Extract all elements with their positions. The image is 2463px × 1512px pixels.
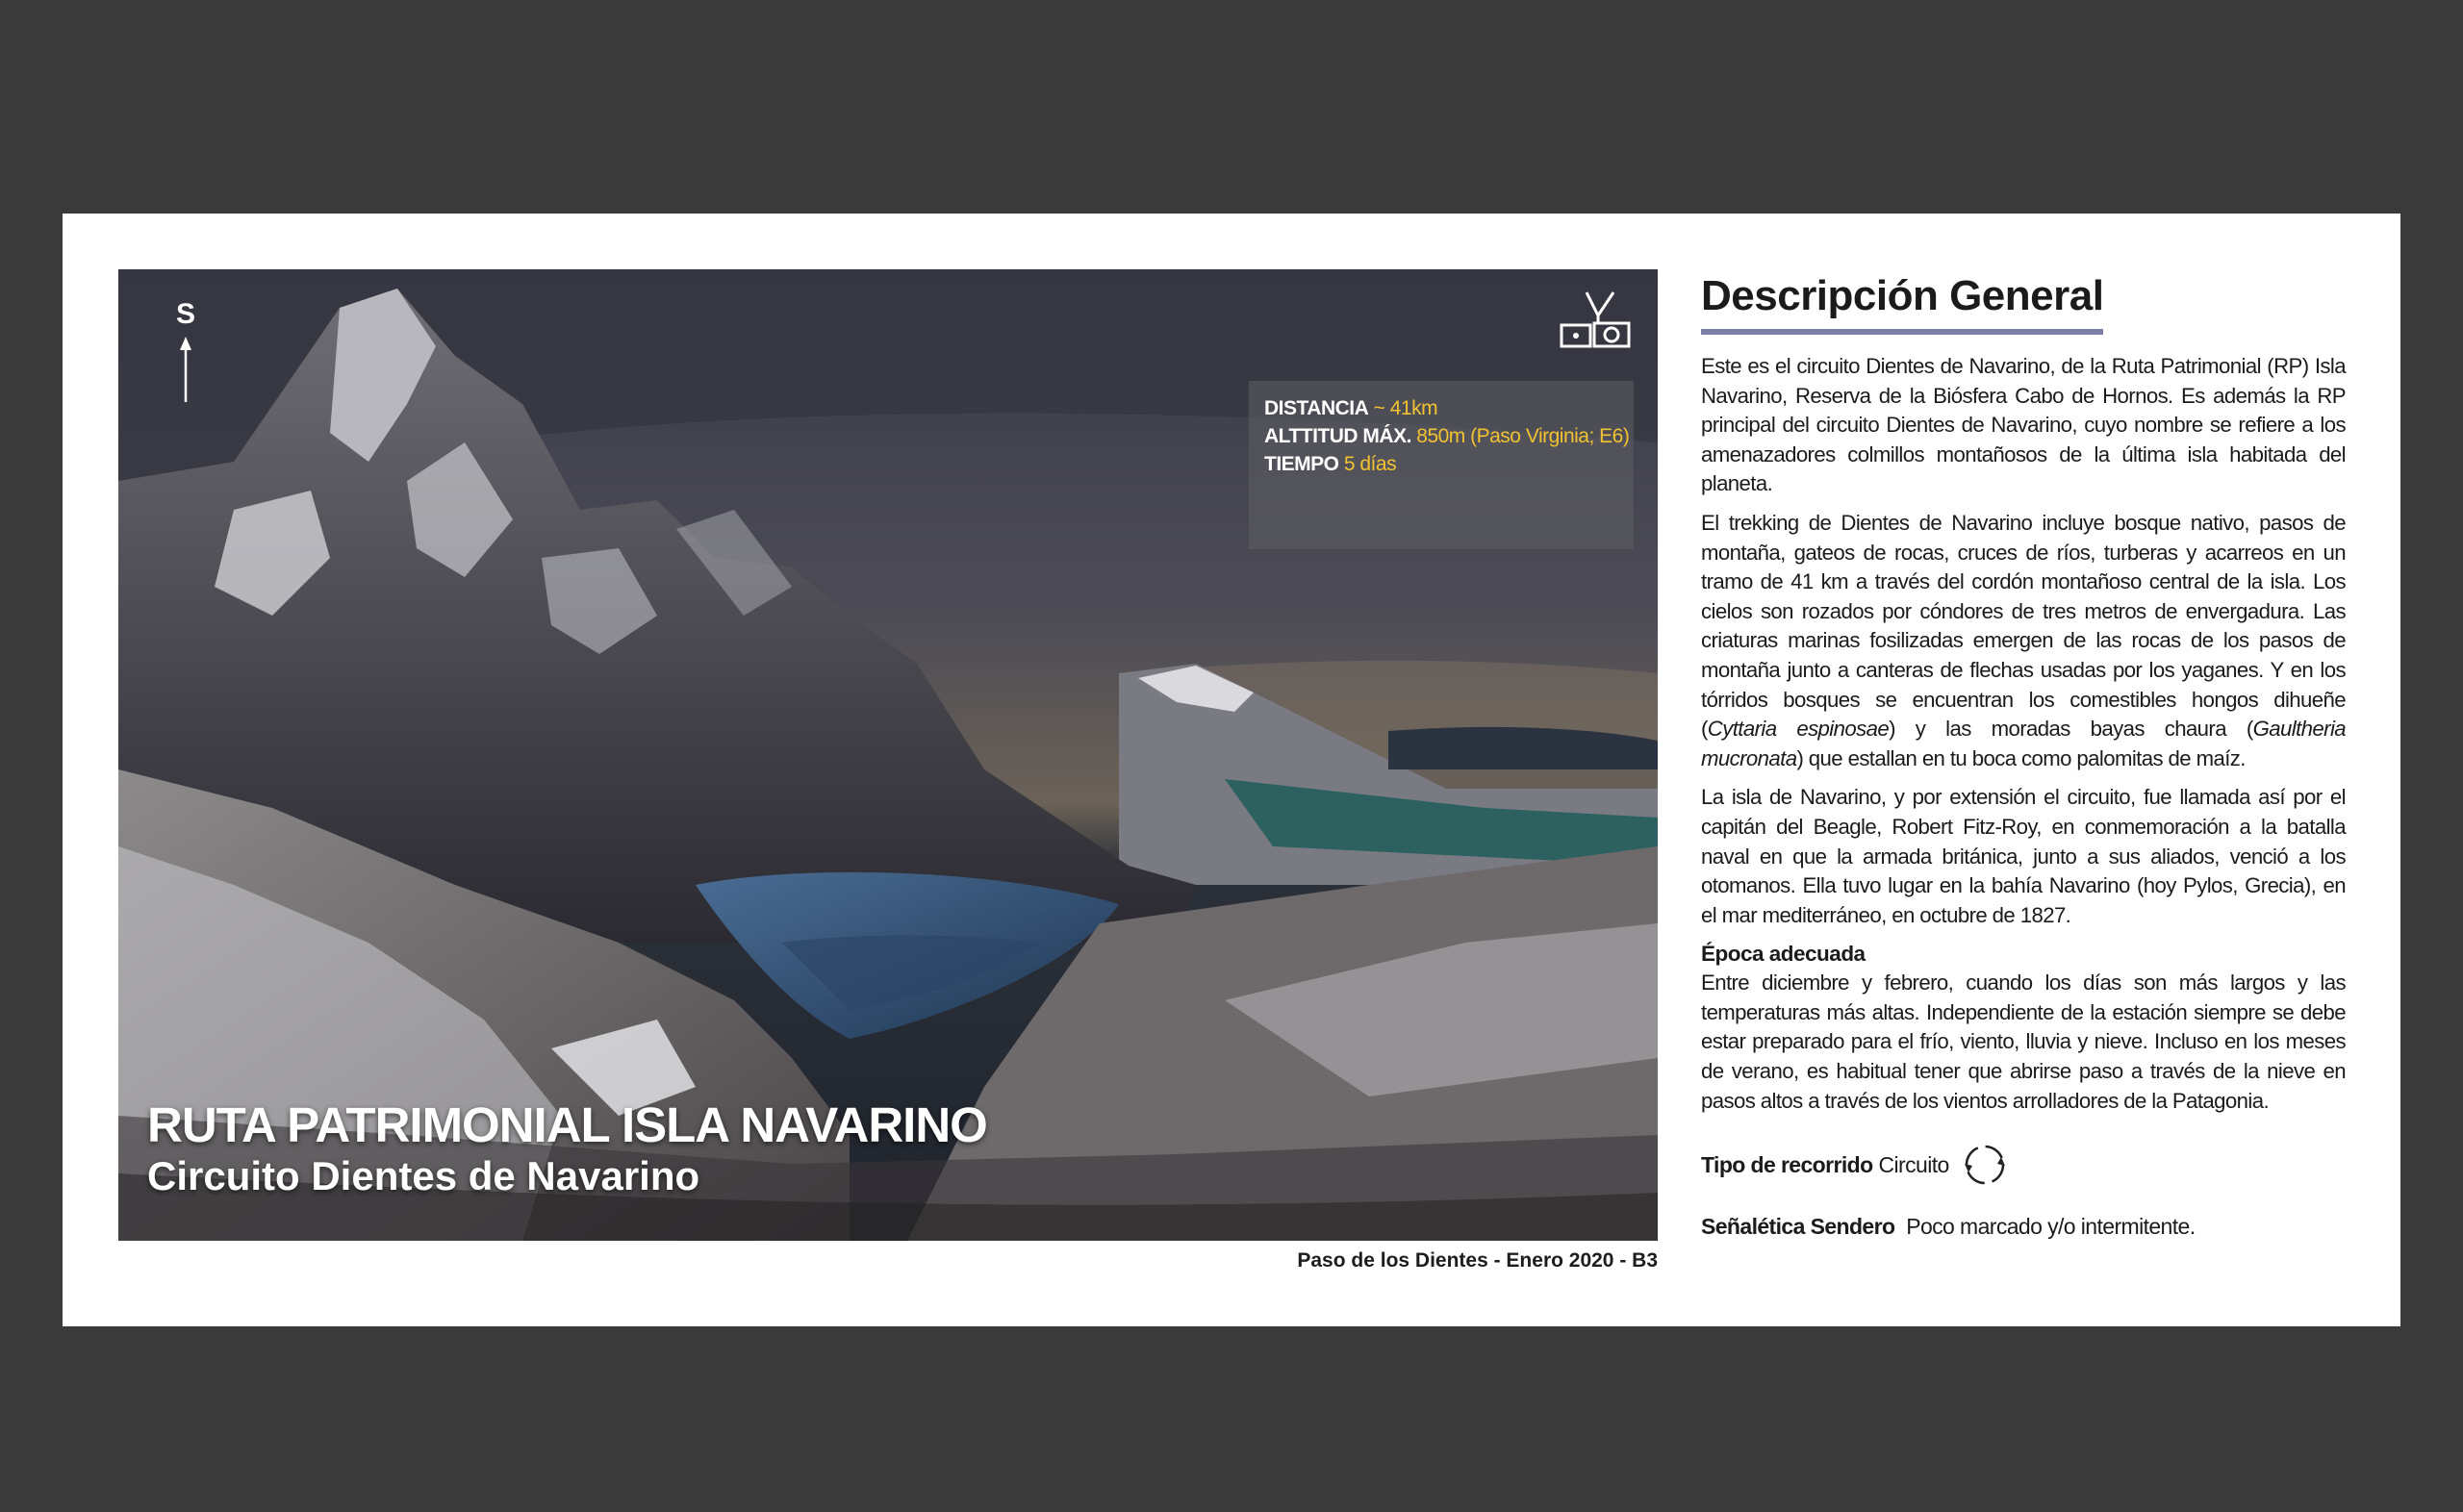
route-subtitle: Circuito Dientes de Navarino	[147, 1153, 700, 1198]
trekking-text-c: ) que estallan en tu boca como palomitas de maíz.	[1796, 745, 2246, 770]
paragraph-trekking	[1701, 509, 2346, 773]
altitude-value: 850m (Paso Virginia; E6)	[1416, 425, 1630, 447]
route-title: RUTA PATRIMONIAL ISLA NAVARINO	[147, 1097, 987, 1152]
species-name-berry: Gaultheria mucronata	[1701, 717, 2347, 770]
guide-page	[63, 214, 2400, 1326]
time-label: TIEMPO	[1264, 453, 1339, 475]
section-heading: Descripción General	[1701, 269, 2103, 335]
signage-label: Señalética Sendero	[1701, 1214, 1895, 1240]
circuit-loop-icon	[1963, 1143, 2007, 1187]
arrow-up-icon	[179, 337, 192, 402]
route-stats-box	[1249, 381, 1634, 549]
distance-value: ~ 41km	[1373, 397, 1438, 419]
time-row	[1264, 450, 1618, 478]
distance-row	[1264, 394, 1618, 422]
paragraph-history: La isla de Navarino, y por extensión el circuito, fue llamada así por el capitán del Beagle, Robert Fitz-Roy, en conmemoración a la batalla naval en que la armada británica, junto a sus aliados, venció a los otomanos. Ella tuvo lugar en la bahía Navarino (hoy Pylos, Grecia), en el mar mediterráneo, en octubre de 1827.	[1701, 785, 2346, 927]
north-label: S	[175, 298, 195, 330]
season-heading: Época adecuada	[1701, 942, 1866, 967]
route-type-row	[1701, 1143, 2346, 1187]
photo-titles	[147, 1098, 987, 1200]
description-column	[1701, 269, 2346, 1240]
mountain-photo	[118, 269, 1658, 1241]
species-name-fungus: Cyttaria espinosae	[1707, 717, 1890, 742]
trekking-text-b: ) y las moradas bayas chaura (	[1889, 717, 2253, 742]
paragraph-intro: Este es el circuito Dientes de Navarino, de la Ruta Patrimonial (RP) Isla Navarino, Reserva de la Biósfera Cabo de Hornos. Es además la RP principal del circuito Dientes de Navarino, cuyo nombre se refiere a los amenazadores colmillos montañosos de la última isla habitada del planeta.	[1701, 354, 2346, 496]
altitude-label: ALTTITUD MÁX.	[1264, 425, 1411, 447]
photo-caption: Paso de los Dientes - Enero 2020 - B3	[1297, 1249, 1658, 1272]
time-value: 5 días	[1343, 453, 1397, 475]
route-type-value: Circuito	[1878, 1151, 1949, 1177]
route-type-label: Tipo de recorrido	[1701, 1151, 1873, 1177]
signage-row	[1701, 1214, 2346, 1240]
trekking-text-a: El trekking de Dientes de Navarino incluye bosque nativo, pasos de montaña, gateos de rocas, cruces de ríos, turberas y acarreos en un tramo de 41 km a través del cordón montañoso central de la isla. Los cielos son rozados por cóndores de tres metros de envergadura. Las criaturas marinas fosilizadas emergen de las rocas de los pasos de montaña junto a canteras de flechas usadas por los yaganes. Y en los tórridos bosques se encuentran los comestibles hongos dihueñe (	[1701, 510, 2346, 742]
route-logo-icon	[1560, 289, 1633, 352]
season-text: Entre diciembre y febrero, cuando los días son más largos y las temperaturas más altas. Independiente de la estación siempre se debe estar preparado para el frío, viento, lluvia y nieve. Incluso en los meses de verano, es habitual tener que abrirse paso a través de la nieve en pasos altos a través de los vientos arrolladores de la Patagonia.	[1701, 970, 2346, 1113]
distance-label: DISTANCIA	[1264, 397, 1369, 419]
altitude-row	[1264, 422, 1630, 450]
signage-value: Poco marcado y/o intermitente.	[1906, 1214, 2196, 1240]
north-indicator	[166, 298, 205, 414]
